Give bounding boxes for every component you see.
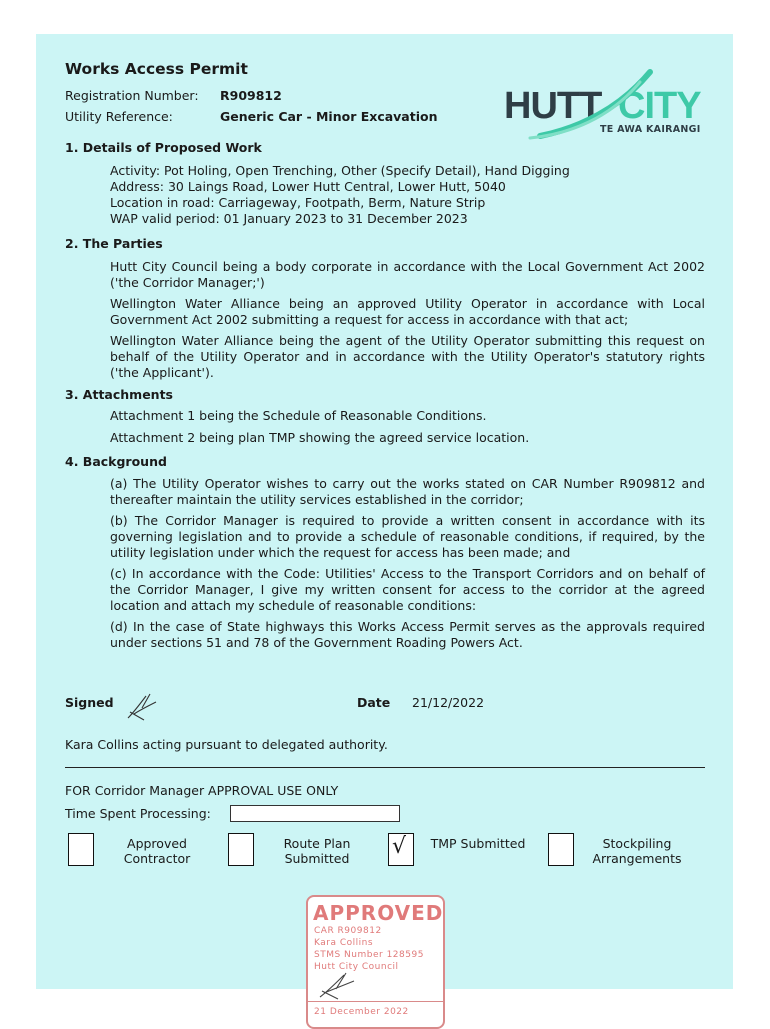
attachment-2: Attachment 2 being plan TMP showing the agreed service location. — [110, 430, 530, 445]
tmp-submitted-line1: TMP Submitted — [430, 836, 526, 851]
background-a-text: (a) The Utility Operator wishes to carry out the works stated on CAR Number R909812 and thereafter maintain the utility services established in the corridor; — [110, 476, 705, 507]
divider — [65, 767, 705, 768]
background-b-text: (b) The Corridor Manager is required to provide a written consent in accordance with its governing legislation and to provide a schedule of reasonable conditions, if required, by the utility legislation under which the request for access has been made; and — [110, 513, 705, 560]
parties-heading: 2. The Parties — [65, 236, 163, 251]
permit-title: Works Access Permit — [65, 60, 248, 78]
parties-p1 — [110, 259, 705, 291]
details-activity: Activity: Pot Holing, Open Trenching, Other (Specify Detail), Hand Digging — [110, 163, 570, 178]
approved-contractor-checkbox[interactable] — [68, 833, 94, 866]
details-period: WAP valid period: 01 January 2023 to 31 December 2023 — [110, 211, 468, 226]
stamp-car: CAR R909812 — [314, 926, 382, 936]
delegated-authority: Kara Collins acting pursuant to delegated authority. — [65, 737, 388, 752]
parties-p2 — [110, 296, 705, 328]
route-plan-line2: Submitted — [284, 851, 350, 866]
background-c-text: (c) In accordance with the Code: Utilities' Access to the Transport Corridors and on behalf of the Corridor Manager, I give my written consent for access to the corridor at the agreed location and attach my schedule of reasonable conditions: — [110, 566, 705, 613]
stamp-signature-icon — [316, 971, 360, 1005]
stockpiling-line2: Arrangements — [592, 851, 682, 866]
utility-label: Utility Reference: — [65, 109, 173, 124]
route-plan-checkbox[interactable] — [228, 833, 254, 866]
hutt-city-logo — [500, 68, 710, 140]
time-spent-label: Time Spent Processing: — [65, 806, 211, 821]
checkmark-icon: √ — [392, 834, 407, 859]
signed-label: Signed — [65, 695, 114, 710]
background-d-text: (d) In the case of State highways this Works Access Permit serves as the approvals required under sections 51 and 78 of the Government Roading Powers Act. — [110, 619, 705, 650]
date-label: Date — [357, 695, 391, 710]
details-heading: 1. Details of Proposed Work — [65, 140, 262, 155]
stamp-stms: STMS Number 128595 — [314, 950, 424, 960]
route-plan-label — [270, 836, 364, 866]
utility-value: Generic Car - Minor Excavation — [220, 109, 438, 124]
details-address: Address: 30 Laings Road, Lower Hutt Central, Lower Hutt, 5040 — [110, 179, 506, 194]
stamp-name: Kara Collins — [314, 938, 374, 948]
approved-contractor-label — [110, 836, 204, 866]
parties-p1-text: Hutt City Council being a body corporate in accordance with the Local Government Act 2002 ('the Corridor Manager;') — [110, 259, 705, 290]
time-spent-input[interactable] — [230, 805, 400, 822]
stamp-date-box — [308, 1001, 443, 1024]
date-value: 21/12/2022 — [412, 695, 485, 710]
signature-icon — [124, 690, 162, 726]
logo-tagline: TE AWA KAIRANGI — [600, 124, 701, 135]
approved-stamp — [306, 895, 445, 1029]
parties-p3-text: Wellington Water Alliance being the agent of the Utility Operator submitting this request on behalf of the Utility Operator and in accordance with the Utility Operator's statutory rights ('the Applicant'). — [110, 333, 705, 380]
background-c — [110, 566, 705, 614]
background-d — [110, 619, 705, 651]
background-b — [110, 513, 705, 561]
stockpiling-line1: Stockpiling — [602, 836, 672, 851]
parties-p2-text: Wellington Water Alliance being an approved Utility Operator in accordance with Local Government Act 2002 submitting a request for access in accordance with that act; — [110, 296, 705, 327]
stamp-council: Hutt City Council — [314, 962, 399, 972]
tmp-submitted-label — [424, 836, 532, 851]
approved-contractor-line2: Contractor — [123, 851, 191, 866]
logo-hutt-text: HUTT — [504, 85, 602, 127]
stamp-date: 21 December 2022 — [314, 1007, 409, 1017]
stockpiling-checkbox[interactable] — [548, 833, 574, 866]
stamp-title: APPROVED — [313, 901, 444, 925]
attachments-heading: 3. Attachments — [65, 387, 173, 402]
approval-heading: FOR Corridor Manager APPROVAL USE ONLY — [65, 783, 339, 798]
background-heading: 4. Background — [65, 454, 167, 469]
logo-city-text: CITY — [618, 85, 701, 127]
attachment-1: Attachment 1 being the Schedule of Reasonable Conditions. — [110, 408, 487, 423]
registration-label: Registration Number: — [65, 88, 199, 103]
tmp-submitted-checkbox[interactable] — [388, 833, 414, 866]
stockpiling-label — [585, 836, 689, 866]
registration-value: R909812 — [220, 88, 282, 103]
parties-p3 — [110, 333, 705, 381]
background-a — [110, 476, 705, 508]
route-plan-line1: Route Plan — [283, 836, 351, 851]
approved-contractor-line1: Approved — [127, 836, 187, 851]
details-location: Location in road: Carriageway, Footpath, Berm, Nature Strip — [110, 195, 486, 210]
